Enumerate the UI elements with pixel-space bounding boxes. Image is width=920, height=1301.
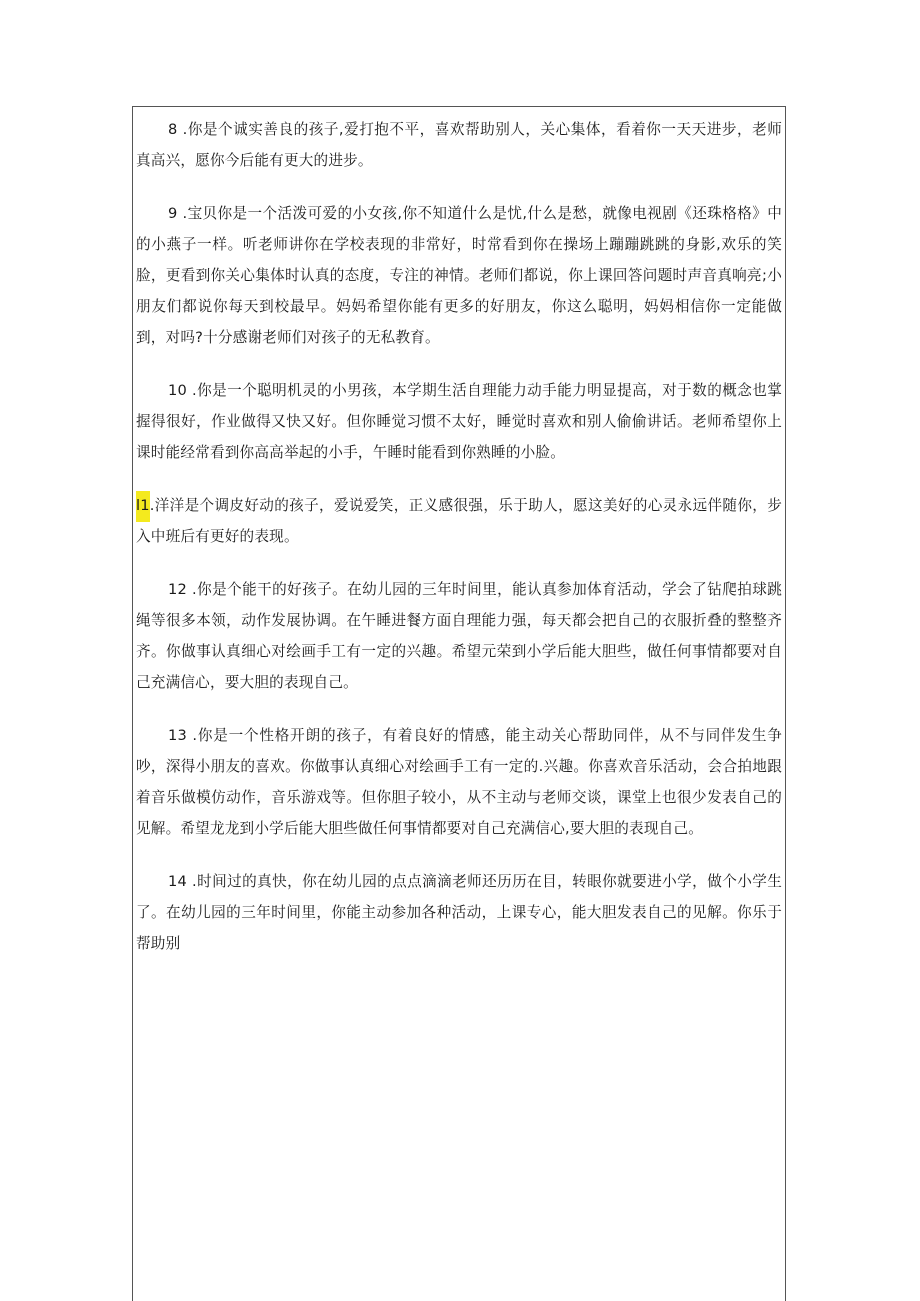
paragraph-text: .你是一个聪明机灵的小男孩，本学期生活自理能力动手能力明显提高，对于数的概念也掌握得很好，作业做得又快又好。但你睡觉习惯不太好，睡觉时喜欢和别人偷偷讲话。老师希望你上课时能经常看到你高高举起的小手，午睡时能看到你熟睡的小脸。 xyxy=(136,382,782,461)
paragraph-text: .你是个能干的好孩子。在幼儿园的三年时间里，能认真参加体育活动，学会了钻爬拍球跳绳等很多本领，动作发展协调。在午睡进餐方面自理能力强，每天都会把自己的衣服折叠的整整齐齐。你做事认真细心对绘画手工有一定的兴趣。希望元荣到小学后能大胆些，做任何事情都要对自己充满信心，要大胆的表现自己。 xyxy=(136,581,782,691)
paragraph-number: 14 xyxy=(168,873,187,890)
paragraph-13 xyxy=(136,720,782,844)
paragraph-8 xyxy=(136,114,782,176)
paragraph-number: 12 xyxy=(168,581,187,598)
paragraph-9 xyxy=(136,198,782,353)
paragraph-text: .你是一个性格开朗的孩子，有着良好的情感，能主动关心帮助同伴，从不与同伴发生争吵，深得小朋友的喜欢。你做事认真细心对绘画手工有一定的.兴趣。你喜欢音乐活动，会合拍地跟着音乐做模仿动作，音乐游戏等。但你胆子较小，从不主动与老师交谈，课堂上也很少发表自己的见解。希望龙龙到小学后能大胆些做任何事情都要对自己充满信心,要大胆的表现自己。 xyxy=(136,727,782,837)
paragraph-text: .你是个诚实善良的孩子,爱打抱不平，喜欢帮助别人，关心集体，看着你一天天进步，老师真高兴，愿你今后能有更大的进步。 xyxy=(136,121,782,169)
paragraph-number: 9 xyxy=(168,205,178,222)
paragraph-10 xyxy=(136,375,782,468)
paragraph-11 xyxy=(136,490,782,552)
paragraph-number: 10 xyxy=(168,382,187,399)
paragraph-text: .洋洋是个调皮好动的孩子，爱说爱笑，正义感很强，乐于助人，愿这美好的心灵永远伴随你，步入中班后有更好的表现。 xyxy=(136,497,782,545)
paragraph-12 xyxy=(136,574,782,698)
highlighted-paragraph-number: l1 xyxy=(136,491,150,522)
paragraph-text: .宝贝你是一个活泼可爱的小女孩,你不知道什么是忧,什么是愁，就像电视剧《还珠格格》中的小燕子一样。听老师讲你在学校表现的非常好，时常看到你在操场上蹦蹦跳跳的身影,欢乐的笑脸，更看到你关心集体时认真的态度，专注的神情。老师们都说，你上课回答问题时声音真响亮;小朋友们都说你每天到校最早。妈妈希望你能有更多的好朋友，你这么聪明，妈妈相信你一定能做到，对吗?十分感谢老师们对孩子的无私教育。 xyxy=(136,205,782,346)
paragraph-14 xyxy=(136,866,782,959)
document-body xyxy=(136,114,782,981)
paragraph-number: 8 xyxy=(168,121,178,138)
paragraph-text: .时间过的真快，你在幼儿园的点点滴滴老师还历历在目，转眼你就要进小学，做个小学生了。在幼儿园的三年时间里，你能主动参加各种活动，上课专心，能大胆发表自己的见解。你乐于帮助别 xyxy=(136,873,782,952)
paragraph-number: 13 xyxy=(168,727,187,744)
